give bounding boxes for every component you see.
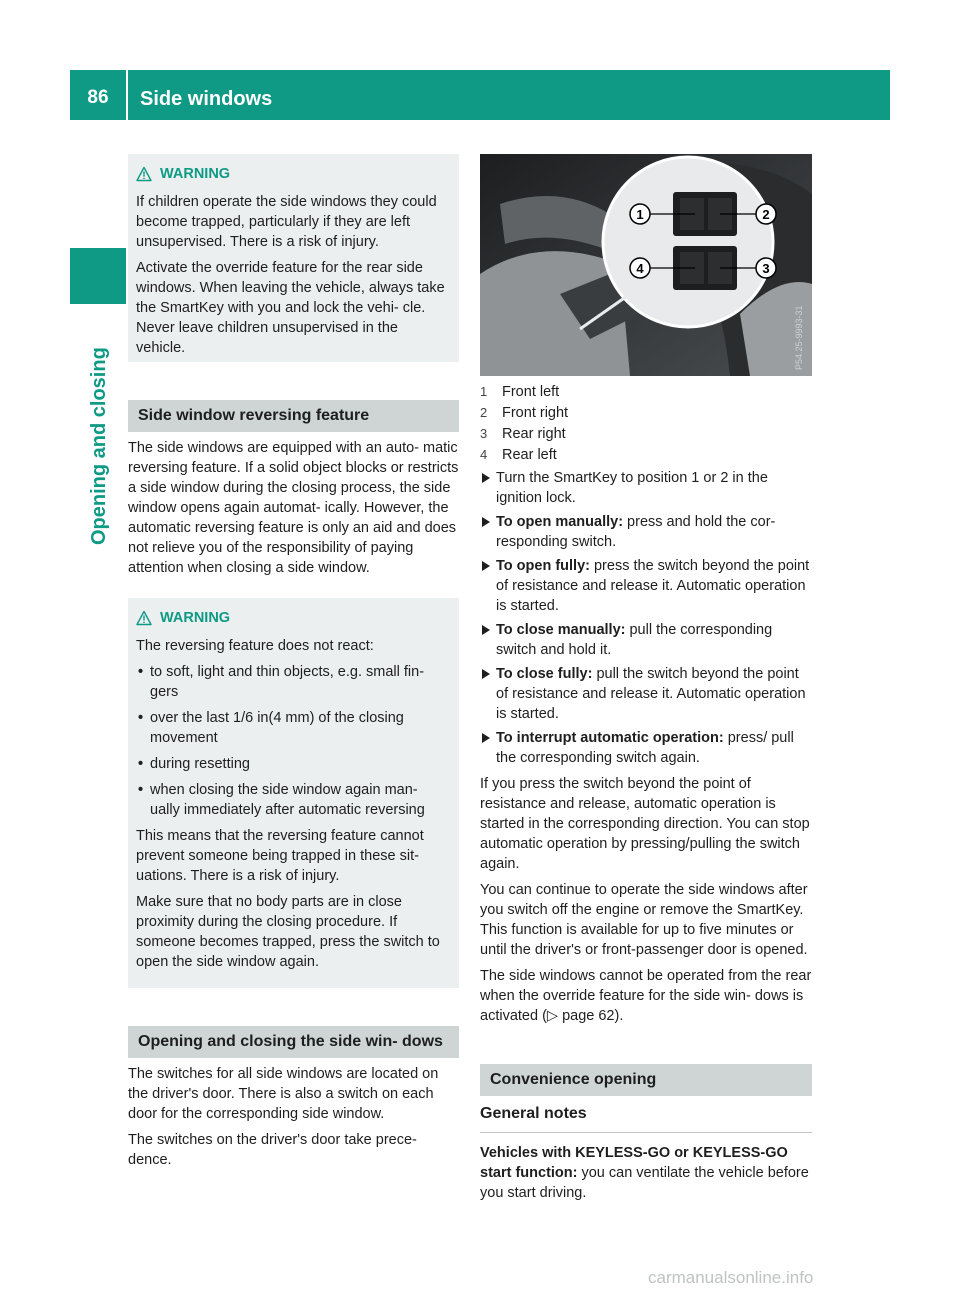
chapter-tab <box>70 248 126 304</box>
keyless-paragraph <box>480 1143 812 1203</box>
list-item <box>480 403 812 424</box>
body-paragraph: You can continue to operate the side windows after you switch off the engine or remove the SmartKey. This function is available for up to five minutes or until the driver's or front-passenger door is opened. <box>480 882 808 958</box>
warning-box-reversing <box>128 598 459 988</box>
page-title: Side windows <box>140 88 273 110</box>
warning-text: Make sure that no body parts are in close proximity during the closing procedure. If someone becomes trapped, press the switch to open the side window again. <box>136 894 440 970</box>
opening-closing-body: The switches on the driver's door take prece- dence. <box>128 1132 417 1168</box>
step-label: To close manually: <box>496 622 626 638</box>
body-paragraph: If you press the switch beyond the point of resistance and release, automatic operation is started in the corresponding direction. You can stop automatic operation by pressing/pulling the switch again. <box>480 776 810 872</box>
header-divider <box>126 70 128 120</box>
step-item <box>480 512 812 552</box>
left-column <box>128 154 459 1176</box>
section-heading-opening-closing: Opening and closing the side win- dows <box>128 1026 459 1058</box>
list-item <box>480 424 812 445</box>
warning-title: WARNING <box>160 166 231 182</box>
warning-triangle-icon <box>136 610 152 626</box>
step-label: To interrupt automatic operation: <box>496 730 724 746</box>
chapter-label: Opening and closing <box>88 347 110 545</box>
step-label: To open manually: <box>496 514 624 530</box>
list-item: • over the last 1/6 in(4 mm) of the closing movement <box>136 708 451 748</box>
window-switch-photo <box>480 154 812 376</box>
legend-number: 1 <box>480 384 488 399</box>
callout-2: 2 <box>762 207 770 222</box>
warning-intro: The reversing feature does not react: <box>136 638 374 654</box>
keyless-label: Vehicles with KEYLESS-GO or KEYLESS-GO start function: <box>480 1145 788 1181</box>
list-item: • during resetting <box>136 754 451 774</box>
image-code: P54.25-9993-31 <box>794 305 804 370</box>
section-heading-convenience: Convenience opening <box>480 1064 812 1096</box>
body-paragraph: The side windows cannot be operated from the rear when the override feature for the side win- dows is activated (▷ page 62). <box>480 968 812 1024</box>
legend-number: 3 <box>480 426 488 441</box>
legend-number: 4 <box>480 447 488 462</box>
warning-title: WARNING <box>160 610 231 626</box>
step-item <box>480 556 812 616</box>
right-column <box>480 154 812 1209</box>
warning-box-children <box>128 154 459 362</box>
warning-text: If children operate the side windows they could become trapped, particularly if they are left unsupervised. There is a risk of injury. <box>136 194 437 250</box>
list-item: • to soft, light and thin objects, e.g. small fin- gers <box>136 662 451 702</box>
watermark: carmanualsonline.info <box>648 1268 814 1287</box>
step-item <box>480 728 812 768</box>
page-number: 86 <box>87 87 109 108</box>
step-text: press and hold the cor- responding switch. <box>496 514 776 550</box>
step-text: press/ pull the corresponding switch again. <box>496 730 794 766</box>
reversing-body: The side windows are equipped with an auto- matic reversing feature. If a solid object blocks or restricts a side window during the closing process, the side window opens again automat- ically. However, the automatic reversing feature is only an aid and does not relieve you of the responsibility of paying attention when closing a side window. <box>128 440 459 576</box>
step-item <box>480 664 812 724</box>
legend-list <box>480 382 812 466</box>
callout-3: 3 <box>762 261 770 276</box>
step-item <box>480 468 812 508</box>
list-item: • when closing the side window again man- ually immediately after automatic reversing <box>136 780 451 820</box>
keyless-text: you can ventilate the vehicle before you start driving. <box>480 1165 809 1201</box>
warning-text: This means that the reversing feature cannot prevent someone being trapped in these sit- uations. There is a risk of injury. <box>136 828 424 884</box>
legend-label: Front left <box>502 384 560 400</box>
callout-4: 4 <box>636 261 644 276</box>
step-item <box>480 620 812 660</box>
opening-closing-body: The switches for all side windows are located on the driver's door. There is also a switch on each door for the corresponding side window. <box>128 1066 439 1122</box>
step-text: pull the switch beyond the point of resistance and release it. Automatic operation is started. <box>496 666 806 722</box>
list-item <box>480 445 812 466</box>
step-text: Turn the SmartKey to position 1 or 2 in the ignition lock. <box>496 470 768 506</box>
step-text: pull the corresponding switch and hold it. <box>496 622 773 658</box>
list-item <box>480 382 812 403</box>
step-list <box>480 468 812 768</box>
legend-number: 2 <box>480 405 488 420</box>
callout-1: 1 <box>636 207 644 222</box>
warning-heading <box>136 608 451 628</box>
warning-bullets <box>136 662 451 820</box>
warning-heading <box>136 164 451 184</box>
warning-triangle-icon <box>136 166 152 182</box>
step-label: To close fully: <box>496 666 593 682</box>
subheading-general-notes: General notes <box>480 1104 812 1133</box>
section-heading-reversing: Side window reversing feature <box>128 400 459 432</box>
legend-label: Rear left <box>502 447 557 463</box>
step-label: To open fully: <box>496 558 590 574</box>
step-text: press the switch beyond the point of resistance and release it. Automatic operation is started. <box>496 558 810 614</box>
legend-label: Front right <box>502 405 569 421</box>
legend-label: Rear right <box>502 426 566 442</box>
warning-text: Activate the override feature for the rear side windows. When leaving the vehicle, always take the SmartKey with you and lock the vehi- cle. Never leave children unsupervised in the vehicle. <box>136 260 445 356</box>
